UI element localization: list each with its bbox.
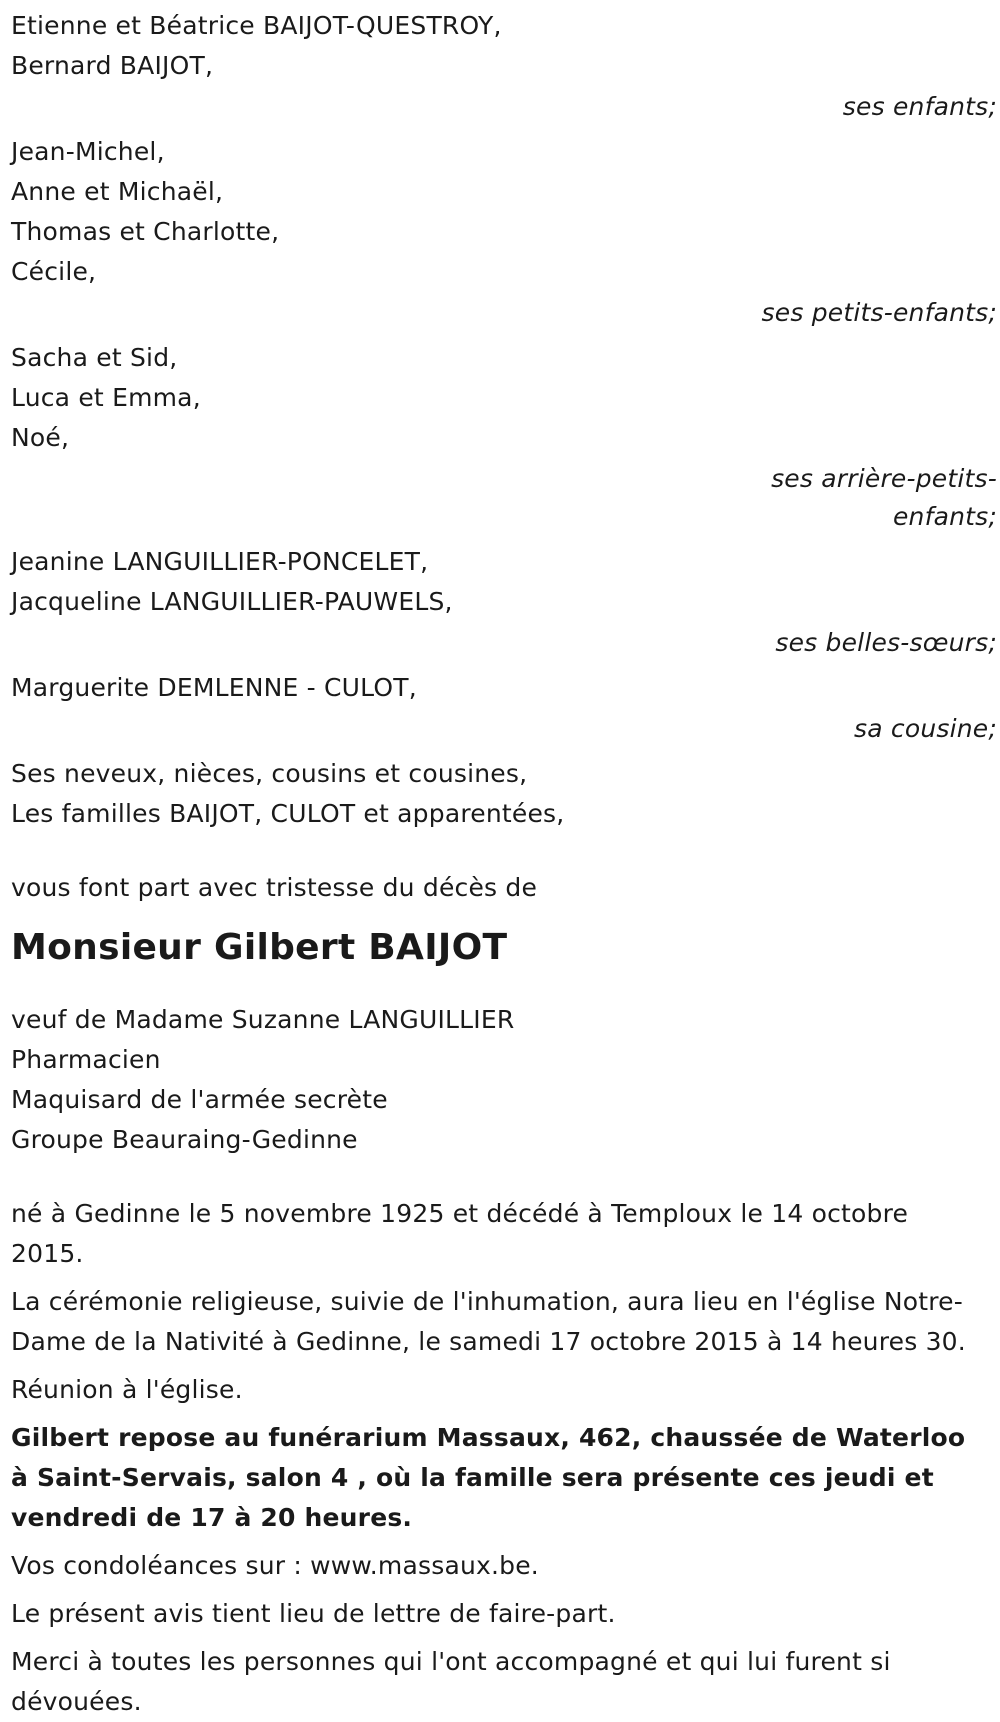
family-line: Noé, [11, 423, 70, 452]
relationship-label: ses belles-sœurs; [775, 628, 997, 657]
children-group [11, 6, 1000, 126]
thanks-text: Merci à toutes les personnes qui l'ont accompagné et qui lui furent si dévouées. [11, 1647, 891, 1716]
family-line: Marguerite DEMLENNE - CULOT, [11, 673, 417, 702]
relationship-label: ses arrière-petits- [771, 464, 997, 493]
condolences-text: Vos condoléances sur : www.massaux.be. [11, 1551, 539, 1580]
family-line: Etienne et Béatrice BAIJOT-QUESTROY, [11, 11, 502, 40]
family-line: Jeanine LANGUILLIER-PONCELET, [11, 547, 429, 576]
family-line: Jacqueline LANGUILLIER-PAUWELS, [11, 587, 453, 616]
family-line: Bernard BAIJOT, [11, 51, 214, 80]
family-line: Anne et Michaël, [11, 177, 224, 206]
detail-line: Maquisard de l'armée secrète [11, 1085, 388, 1114]
birth-death-text: né à Gedinne le 5 novembre 1925 et décédé à Temploux le 14 octobre 2015. [11, 1199, 909, 1268]
notice-text: Le présent avis tient lieu de lettre de faire-part. [11, 1599, 616, 1628]
detail-line: Groupe Beauraing-Gedinne [11, 1125, 358, 1154]
relationship-label: enfants; [892, 502, 997, 531]
announcement-text: vous font part avec tristesse du décès de [11, 873, 538, 902]
family-line: Luca et Emma, [11, 383, 201, 412]
detail-line: Pharmacien [11, 1045, 161, 1074]
grandchildren-group [11, 132, 1000, 332]
meeting-text: Réunion à l'église. [11, 1375, 243, 1404]
family-line: Thomas et Charlotte, [11, 217, 280, 246]
relationship-label: ses enfants; [842, 92, 997, 121]
detail-line: veuf de Madame Suzanne LANGUILLIER [11, 1005, 515, 1034]
great-grandchildren-group [11, 338, 1000, 536]
relationship-label: sa cousine; [854, 714, 997, 743]
family-line: Ses neveux, nièces, cousins et cousines, [11, 759, 528, 788]
family-line: Jean-Michel, [11, 137, 165, 166]
relatives-group [11, 754, 1000, 834]
obituary-content [11, 6, 1000, 1722]
deceased-details [11, 1000, 1000, 1160]
sisters-in-law-group [11, 542, 1000, 662]
funeral-home-text: Gilbert repose au funérarium Massaux, 462, chaussée de Waterloo à Saint-Servais, salon 4 , où la famille sera présente ces jeudi et vendredi de 17 à 20 heures. [11, 1423, 966, 1532]
ceremony-text: La cérémonie religieuse, suivie de l'inhumation, aura lieu en l'église Notre-Dame de la Nativité à Gedinne, le samedi 17 octobre 2015 à 14 heures 30. [11, 1287, 966, 1356]
family-line: Cécile, [11, 257, 97, 286]
family-line: Les familles BAIJOT, CULOT et apparentées, [11, 799, 565, 828]
cousin-group [11, 668, 1000, 748]
relationship-label: ses petits-enfants; [761, 298, 997, 327]
family-line: Sacha et Sid, [11, 343, 178, 372]
deceased-name: Monsieur Gilbert BAIJOT [11, 927, 508, 968]
